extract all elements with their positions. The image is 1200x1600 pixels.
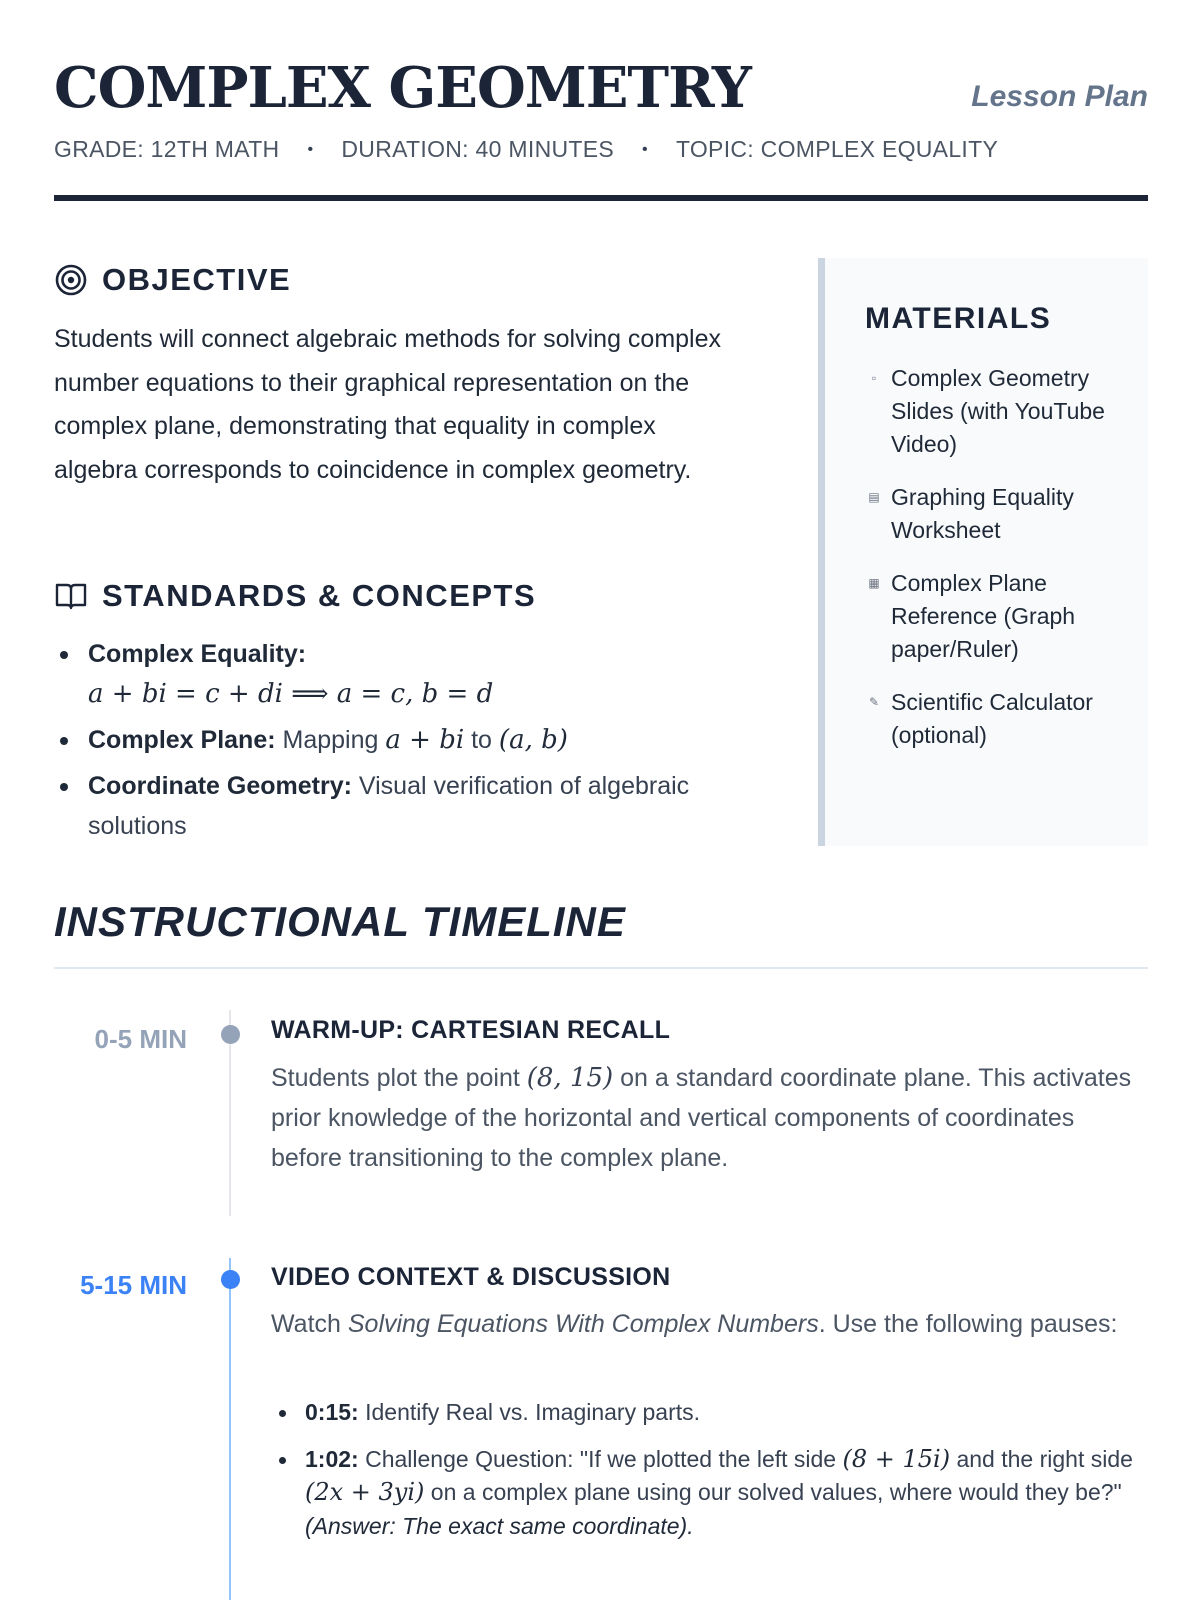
pause-text: Identify Real vs. Imaginary parts. (365, 1399, 701, 1425)
list-item (865, 481, 1135, 547)
material-label: Complex Plane Reference (Graph paper/Ruler) (891, 570, 1076, 662)
list-item (54, 766, 754, 846)
materials-heading: MATERIALS (865, 302, 1052, 335)
pause-text: and the right side (956, 1445, 1133, 1472)
grid-icon: ▦ (868, 576, 880, 590)
step-title: VIDEO CONTEXT & DISCUSSION (271, 1263, 671, 1291)
timeline-marker (221, 1025, 240, 1044)
page-title: COMPLEX GEOMETRY (54, 55, 751, 121)
document-icon: ▤ (868, 490, 880, 504)
step-title: WARM-UP: CARTESIAN RECALL (271, 1016, 671, 1044)
objective-text: Students will connect algebraic methods for solving complex number equations to their graphical representation on the complex plane, demonstrating that equality in complex algebra corresponds to coincidence in complex geometry. (54, 325, 722, 484)
standards-heading (54, 578, 536, 614)
slides-icon: ▫ (871, 371, 877, 385)
inline-math: a + bi (385, 725, 465, 755)
standards-list (54, 634, 754, 852)
step-time: 5-15 MIN (80, 1270, 187, 1300)
material-label: Complex Geometry Slides (with YouTube Video) (891, 365, 1105, 457)
open-book-icon (54, 579, 88, 613)
meta-separator: • (642, 140, 648, 158)
header-divider (54, 195, 1148, 201)
pause-timestamp: 1:02: (305, 1445, 359, 1472)
inline-math: (2x + 3yi) (305, 1478, 425, 1506)
lesson-meta (54, 136, 998, 163)
objective-heading-label: OBJECTIVE (102, 262, 292, 297)
timeline-heading: INSTRUCTIONAL TIMELINE (54, 898, 626, 945)
step-description (271, 1304, 1151, 1344)
inline-math: (8, 15) (526, 1063, 614, 1093)
pause-timestamp: 0:15: (305, 1399, 359, 1425)
video-title: Solving Equations With Complex Numbers (347, 1310, 819, 1338)
step-time: 0-5 MIN (94, 1024, 187, 1054)
standards-heading-label: STANDARDS & CONCEPTS (102, 578, 537, 613)
list-item (54, 634, 754, 714)
pencil-icon: ✎ (868, 695, 880, 709)
material-label: Scientific Calculator (optional) (891, 689, 1093, 748)
standard-label: Complex Equality: (88, 640, 307, 668)
timeline-divider (54, 967, 1148, 969)
step-description (271, 1058, 1151, 1178)
meta-duration: DURATION: 40 MINUTES (341, 136, 615, 162)
list-item (865, 362, 1135, 461)
step-text: Watch (271, 1310, 341, 1338)
standard-text: to (471, 726, 492, 754)
pause-answer: (Answer: The exact same coordinate). (305, 1512, 694, 1539)
target-icon (54, 263, 88, 297)
list-item (271, 1443, 1151, 1544)
objective-heading (54, 262, 291, 298)
meta-grade: GRADE: 12TH MATH (54, 136, 280, 162)
standard-label: Complex Plane: (88, 726, 276, 754)
list-item (54, 720, 754, 760)
standard-label: Coordinate Geometry: (88, 772, 352, 800)
step-text: on a standard coordinate plane. This activates prior knowledge of the horizontal and vertical components of coordinates before transitioning to the complex plane. (271, 1064, 1132, 1172)
pause-list (271, 1396, 1151, 1556)
timeline-connector (229, 1258, 231, 1600)
list-item (271, 1396, 1151, 1430)
meta-topic: TOPIC: COMPLEX EQUALITY (675, 136, 999, 162)
equality-formula: a + bi = c + di ⟹ a = c, b = d (88, 679, 494, 709)
list-item (865, 567, 1135, 666)
inline-math: (a, b) (498, 725, 568, 755)
timeline-marker (221, 1270, 240, 1289)
standard-text: Mapping (282, 726, 379, 754)
document-type-label: Lesson Plan (971, 80, 1148, 113)
pause-text: Challenge Question: "If we plotted the left side (365, 1445, 837, 1472)
inline-math: (8 + 15i) (842, 1444, 951, 1473)
step-text: Students plot the point (271, 1064, 520, 1092)
pause-text: on a complex plane using our solved values, where would they be?" (430, 1479, 1122, 1505)
list-item (865, 686, 1135, 752)
materials-list (865, 362, 1135, 772)
step-text: . Use the following pauses: (818, 1310, 1118, 1338)
standard-text: Visual verification of algebraic solutions (88, 772, 690, 840)
materials-panel (818, 258, 1148, 846)
material-label: Graphing Equality Worksheet (891, 484, 1074, 543)
meta-separator: • (307, 140, 314, 158)
